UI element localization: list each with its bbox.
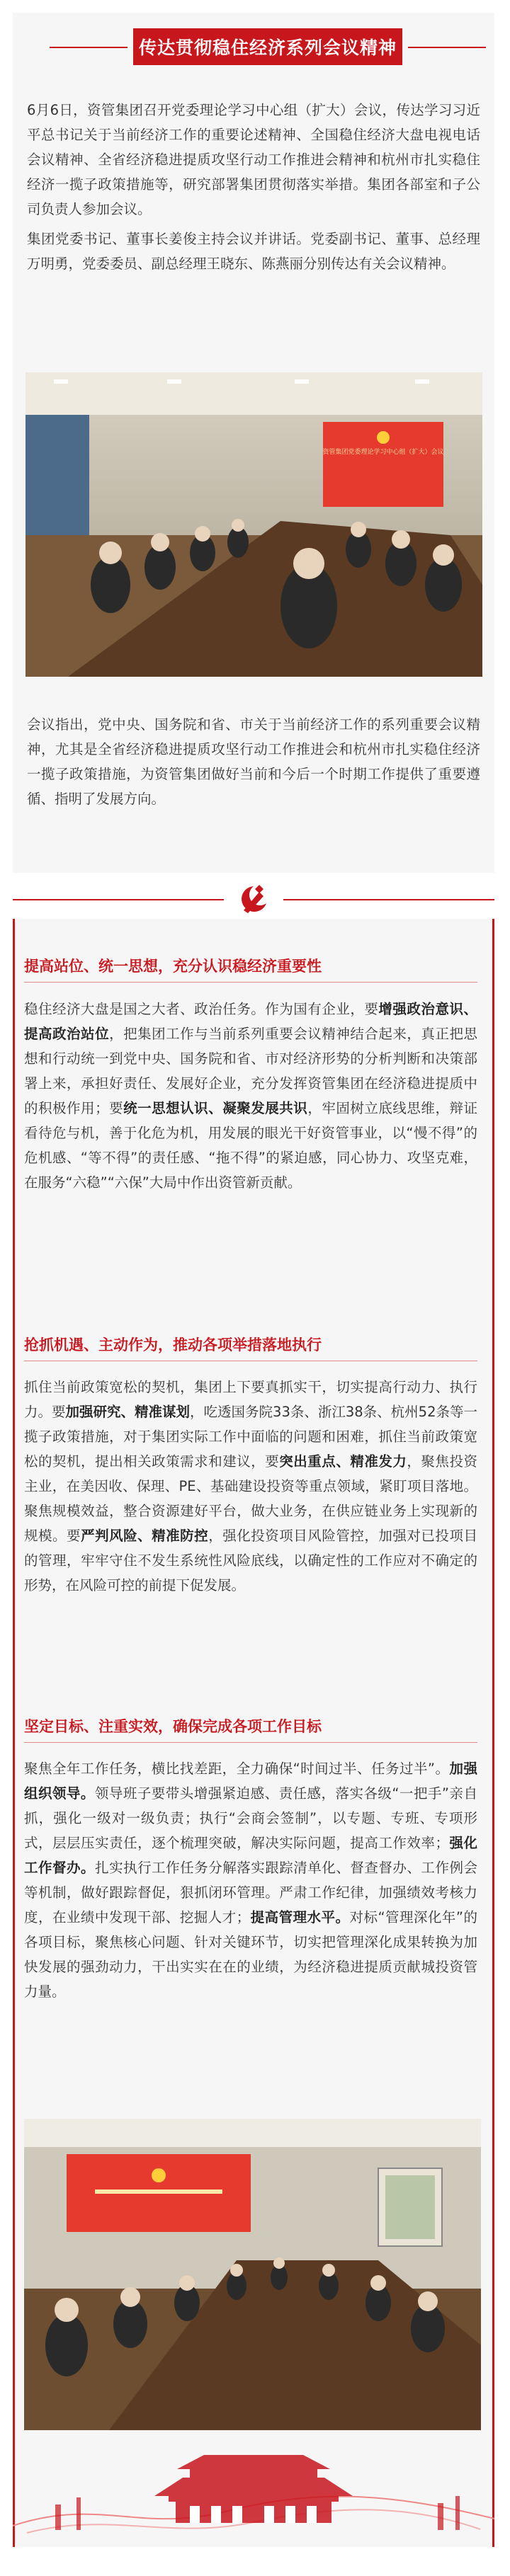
body-text: ，吃透国务院33条、浙江38条、杭州52条等一揽子政策措施，对于集团实际工作中面临的问题和困难，抓住当前政策宽松的契机，提出相关政策需求和建议，要 — [24, 1404, 477, 1470]
body-text: 扎实执行工作任务分解落实跟踪清单化、督查督办、工作例会等机制，做好跟踪督促，狠抓闭环管理。严肃工作纪律，加强绩效考核力度，在业绩中发现干部、挖掘人才； — [24, 1860, 477, 1925]
emphasis-text: 加强组织领导。 — [24, 1761, 477, 1802]
body-text: 对标“管理深化年”的各项目标，聚焦核心问题、针对关键环节，切实把管理深化成果转换为加快发展的强劲动力，干出实实在在的业绩，为经济稳进提质贡献城投资管力量。 — [24, 1909, 477, 2000]
section-heading: 抢抓机遇、主动作为，推动各项举措落地执行 — [24, 1334, 477, 1356]
meeting-photo — [24, 2119, 481, 2430]
body-text: ，把集团工作与当前系列重要会议精神结合起来，真正把思想和行动统一到党中央、国务院和省、市对经济形势的分析判断和决策部署上来，承担好责任、发展好企业，充分发挥资管集团在经济稳进提质中的积极作用；要 — [24, 1026, 477, 1116]
body-text: ，牢固树立底线思维，辩证看待危与机，善于化危为机，用发展的眼光干好资管事业，以“慢不得”的危机感、“等不得”的责任感、“拖不得”的紧迫感，同心协力、攻坚克难，在服务“六稳”“六保”大局中作出资管新贡献。 — [24, 1100, 477, 1191]
emphasis-text: 严判风险、精准防控 — [81, 1528, 209, 1544]
emphasis-text: 突出重点、精准发力 — [279, 1453, 407, 1470]
section-body — [24, 1756, 477, 2004]
page-title: 传达贯彻稳住经济系列会议精神 — [133, 28, 402, 65]
section-heading: 坚定目标、注重实效，确保完成各项工作目标 — [24, 1716, 477, 1737]
section-body — [24, 997, 477, 1195]
body-text: 稳住经济大盘是国之大者、政治任务。作为国有企业，要 — [24, 1001, 379, 1017]
body-text: ，聚焦投资主业，在美因收、保理、PE、基础建设投资等重点领域，紧盯项目落地。聚焦规模效益，整合资源建好平台，做大业务，在供应链业务上实现新的规模。要 — [24, 1453, 477, 1544]
intro-paragraph: 会议指出，党中央、国务院和省、市关于当前经济工作的系列重要会议精神，尤其是全省经济稳进提质攻坚行动工作推进会和杭州市扎实稳住经济一揽子政策措施，为资管集团做好当前和今后一个时期工作提供了重要遵循、指明了发展方向。 — [27, 716, 480, 807]
emphasis-text: 加强研究、精准谋划 — [65, 1404, 191, 1420]
body-text: 领导班子要带头增强紧迫感、责任感，落实各级“一把手”亲自抓，强化一级对一级负责；执行“会商会签制”，以专题、专班、专项形式，层层压实责任，逐个梳理突破，解决实际问题，提高工作效率； — [24, 1785, 477, 1851]
intro-paragraph: 集团党委书记、董事长姜俊主持会议并讲话。党委副书记、董事、总经理万明勇，党委委员、副总经理王晓东、陈燕丽分别传达有关会议精神。 — [27, 231, 480, 272]
emphasis-text: 统一思想认识、凝聚发展共识 — [123, 1100, 308, 1116]
body-text: 抓住当前政策宽松的契机，集团上下要真抓实干，切实提高行动力、执行力。要 — [24, 1379, 477, 1420]
meeting-photo — [26, 372, 482, 677]
intro-paragraph: 6月6日，资管集团召开党委理论学习中心组（扩大）会议，传达学习习近平总书记关于当前经济工作的重要论述精神、全国稳住经济大盘电视电话会议精神、全省经济稳进提质攻坚行动工作推进会精神和杭州市扎实稳住经济一揽子政策措施等，研究部署集团贯彻落实举措。集团各部室和子公司负责人参加会议。 — [27, 102, 480, 217]
section-heading: 提高站位、统一思想，充分认识稳经济重要性 — [24, 956, 477, 977]
tiananmen-footer-illustration — [13, 2427, 494, 2547]
section-divider — [13, 878, 494, 920]
body-text: ，强化投资项目风险管控，加强对已投项目的管理，牢牢守住不发生系统性风险底线，以确定性的工作应对不确定的形势，在风险可控的前提下促发展。 — [24, 1528, 477, 1593]
points-section — [13, 919, 494, 2547]
section-body — [24, 1375, 477, 1598]
emphasis-text: 增强政治意识、提高政治站位 — [24, 1001, 477, 1042]
intro-section — [13, 13, 494, 873]
body-text: 聚焦全年工作任务，横比找差距，全力确保“时间过半、任务过半”。 — [24, 1761, 450, 1777]
party-emblem-icon — [238, 882, 269, 916]
meeting-banner-text: 资管集团党委理论学习中心组（扩大）会议 — [322, 449, 444, 456]
emphasis-text: 强化工作督办。 — [24, 1835, 477, 1876]
emphasis-text: 提高管理水平。 — [250, 1909, 350, 1925]
